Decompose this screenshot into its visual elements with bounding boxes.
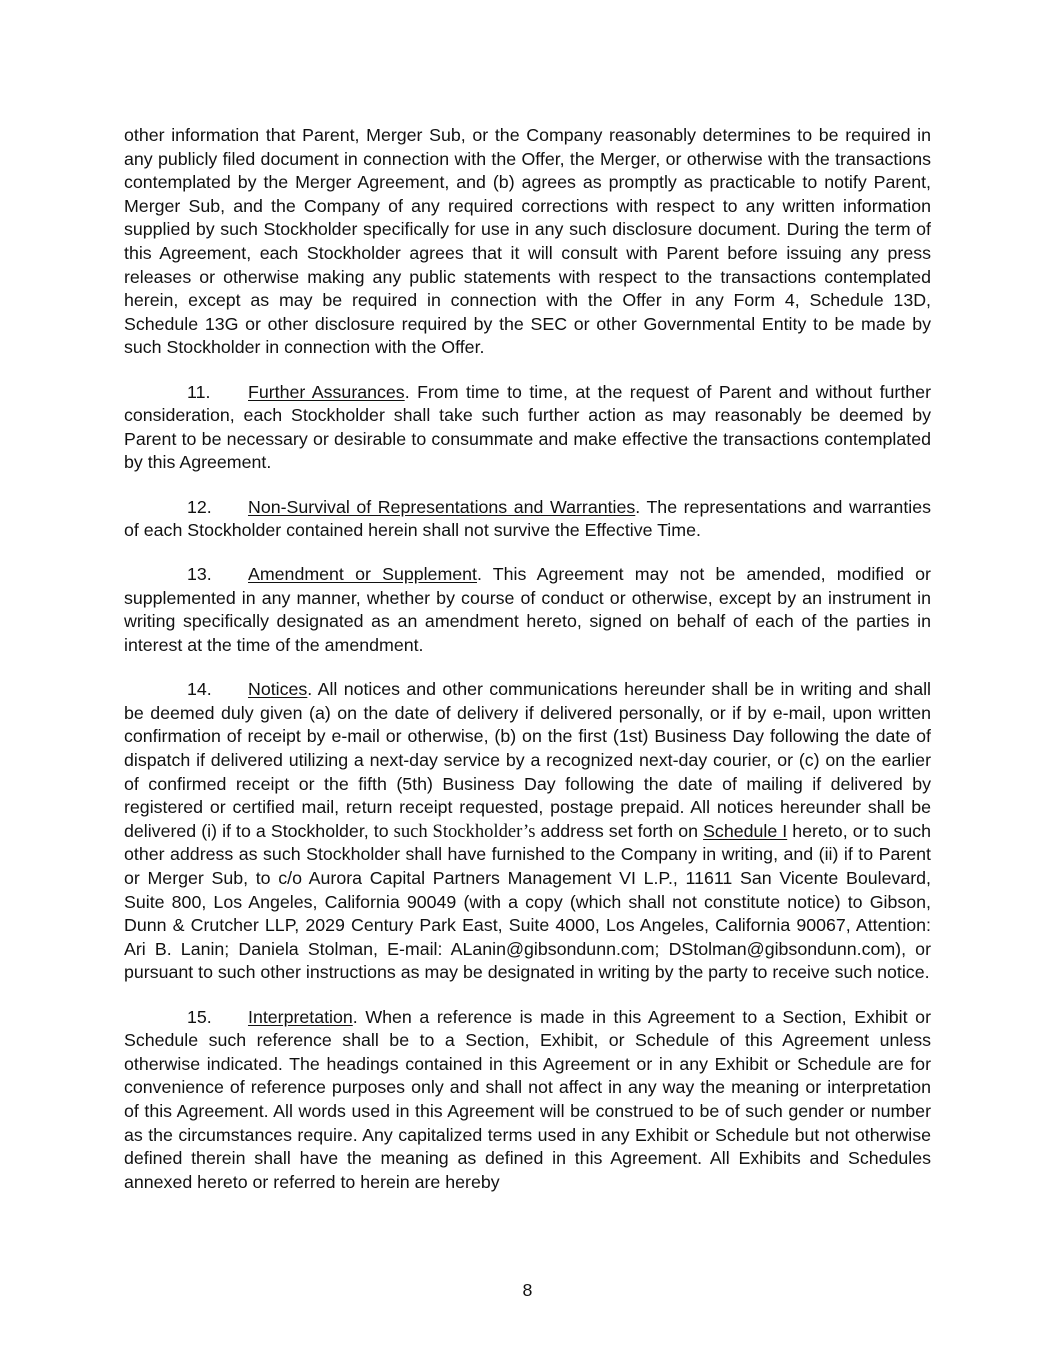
section-13-number: 13. (187, 564, 212, 585)
section-15-number: 15. (187, 1006, 212, 1027)
section-13-paragraph (124, 563, 931, 657)
section-14-body-b: address set forth on (535, 820, 704, 841)
page-number: 8 (522, 1280, 533, 1300)
section-11-body: . From time to time, at the request of Parent and without further consideration, each Stockholder shall take such further action as may reasonably be deemed by Parent to be necessary or desirable to consummate and make effective the transactions contemplated by this Agreement. (124, 381, 931, 473)
section-15-paragraph (124, 1006, 931, 1195)
section-11-paragraph (124, 381, 931, 475)
section-14-number: 14. (187, 679, 212, 700)
section-12-title: Non-Survival of Representations and Warranties (248, 496, 636, 517)
section-13-body: . This Agreement may not be amended, modified or supplemented in any manner, whether by course of conduct or otherwise, except by an instrument in writing specifically designated as an amendment hereto, signed on behalf of each of the parties in interest at the time of the amendment. (124, 564, 931, 656)
section-11-number: 11. (187, 381, 211, 402)
section-15-title: Interpretation (248, 1006, 353, 1027)
section-14-body-c: hereto, or to such other address as such Stockholder shall have furnished to the Company in writing, and (ii) if to Parent or Merger Sub, to c/o Aurora Capital Partners Management VI L.P., 11611 San Vicente Boulevard, Suite 800, Los Angeles, California 90049 (with a copy (which shall not constitute notice) to Gibson, Dunn & Crutcher LLP, 2029 Century Park East, Suite 4000, Los Angeles, California 90067, Attention: Ari B. Lanin; Daniela Stolman, E-mail: ALanin@gibsondunn.com; DStolman@gibsondunn.com), or pursuant to such other instructions as may be designated in writing by the party to receive such notice. (124, 820, 931, 983)
section-11-title: Further Assurances (248, 381, 405, 402)
section-14-title: Notices (248, 679, 308, 700)
section-14-paragraph (124, 678, 931, 985)
schedule-i-reference: Schedule I (703, 820, 788, 841)
section-12-paragraph (124, 496, 931, 543)
section-13-title: Amendment or Supplement (248, 564, 477, 585)
continuation-paragraph (124, 124, 931, 360)
section-12-number: 12. (187, 496, 212, 517)
section-14-serif-fragment: such Stockholder’s (393, 820, 536, 842)
continuation-text: other information that Parent, Merger Sub, or the Company reasonably determines to be required in any publicly filed document in connection with the Offer, the Merger, or otherwise with the transactions contemplated by the Merger Agreement, and (b) agrees as promptly as practicable to notify Parent, Merger Sub, and the Company of any required corrections with respect to any written information supplied by such Stockholder specifically for use in any such disclosure document. During the term of this Agreement, each Stockholder agrees that it will consult with Parent before issuing any press releases or otherwise making any public statements with respect to the transactions contemplated herein, except as may be required in connection with the Offer in any Form 4, Schedule 13D, Schedule 13G or other disclosure required by the SEC or other Governmental Entity to be made by such Stockholder in connection with the Offer. (124, 125, 931, 358)
section-14-body-a: . All notices and other communications hereunder shall be in writing and shall be deemed duly given (a) on the date of delivery if delivered personally, or if by e-mail, upon written confirmation of receipt by e-mail or otherwise, (b) on the first (1st) Business Day following the date of dispatch if delivered utilizing a next-day service by a recognized next-day courier, or (c) on the earlier of confirmed receipt or the fifth (5th) Business Day following the date of mailing if delivered by registered or certified mail, return receipt requested, postage prepaid. All notices hereunder shall be delivered (i) if to a Stockholder, to (124, 679, 931, 841)
document-page (124, 124, 931, 1215)
section-12-body: . The representations and warranties of each Stockholder contained herein shall not survive the Effective Time. (124, 496, 931, 541)
section-15-body: . When a reference is made in this Agreement to a Section, Exhibit or Schedule such reference shall be to a Section, Exhibit, or Schedule of this Agreement unless otherwise indicated. The headings contained in this Agreement or in any Exhibit or Schedule are for convenience of reference purposes only and shall not affect in any way the meaning or interpretation of this Agreement. All words used in this Agreement will be construed to be of such gender or number as the circumstances require. Any capitalized terms used in any Exhibit or Schedule but not otherwise defined therein shall have the meaning as defined in this Agreement. All Exhibits and Schedules annexed hereto or referred to herein are hereby (124, 1006, 931, 1192)
